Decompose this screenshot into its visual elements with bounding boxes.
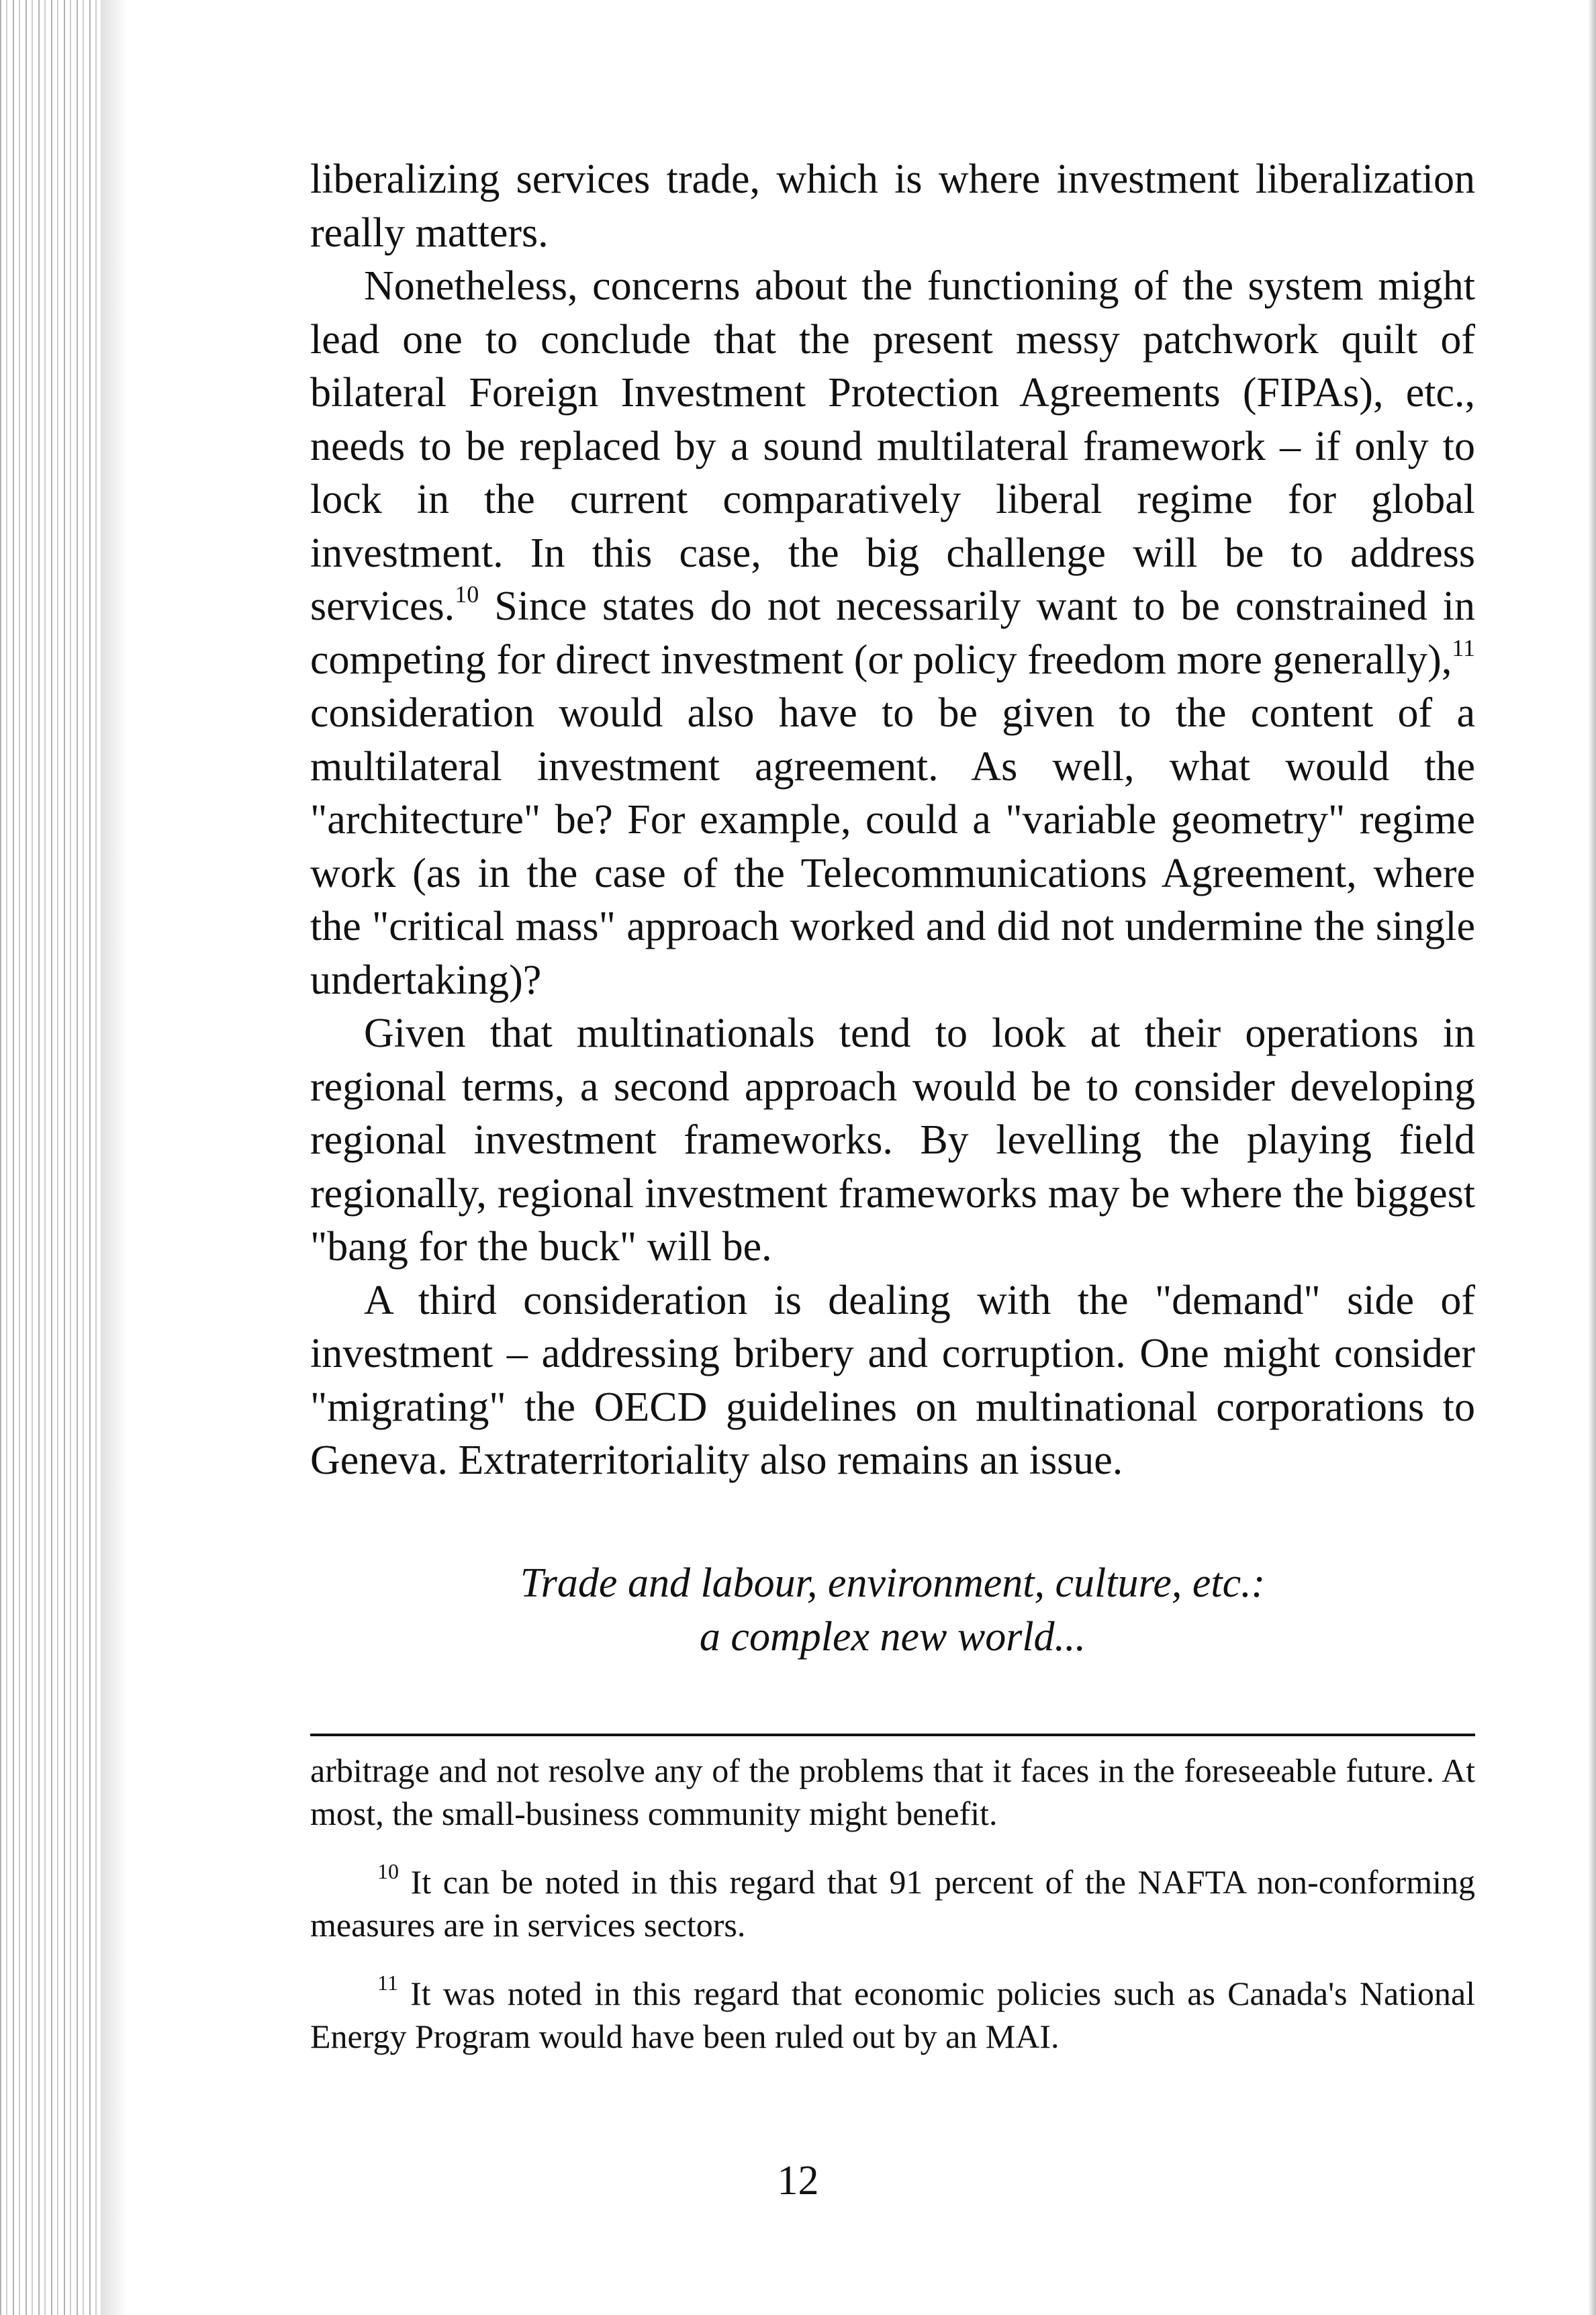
- scan-binding-edge: [0, 0, 101, 2315]
- body-text: [310, 153, 1475, 1488]
- footnote-continuation: arbitrage and not resolve any of the problems that it faces in the foreseeable future. At most, the small-business community might benefit.: [310, 1752, 1475, 1832]
- paragraph-2-text-a: Nonetheless, concerns about the functioning of the system might lead one to conclude that the present messy patchwork quilt of bilateral Foreign Investment Protection Agreements (FIPAs), etc., needs to be replaced by a sound multilateral framework – if only to lock in the current comparatively liberal regime for global investment. In this case, the big challenge will be to address services.: [310, 263, 1475, 629]
- scan-binding-shadow: [101, 0, 128, 2315]
- scan-right-edge: [1588, 0, 1596, 2315]
- section-heading-line-2: a complex new world...: [699, 1614, 1086, 1660]
- footnote-marker-11: 11: [377, 1971, 398, 1995]
- footnote-10-text: It can be noted in this regard that 91 percent of the NAFTA non-conforming measures are in services sectors.: [310, 1863, 1475, 1944]
- footnote-10: [310, 1860, 1475, 1946]
- section-heading-line-1: Trade and labour, environment, culture, etc.:: [520, 1560, 1266, 1606]
- footnote-11-text: It was noted in this regard that economic policies such as Canada's National Energy Program would have been ruled out by an MAI.: [310, 1975, 1475, 2055]
- footnote-ref-10[interactable]: 10: [455, 581, 479, 608]
- paragraph-1-text: liberalizing services trade, which is where investment liberalization really matters.: [310, 156, 1475, 256]
- paragraph-1: [310, 153, 1475, 260]
- footnote-marker-10: 10: [377, 1859, 399, 1883]
- paragraph-4-text: A third consideration is dealing with the "demand" side of investment – addressing bribery and corruption. One might consider "migrating" the OECD guidelines on multinational corporations to Geneva. Extraterritoriality also remains an issue.: [310, 1277, 1475, 1483]
- paragraph-3: [310, 1007, 1475, 1274]
- paragraph-2-text-c: consideration would also have to be given to the content of a multilateral investment agreement. As well, what would the "architecture" be? For example, could a "variable geometry" regime work (as in the case of the Telecommunications Agreement, where the "critical mass" approach worked and did not undermine the single undertaking)?: [310, 690, 1475, 1003]
- paragraph-3-text: Given that multinationals tend to look at their operations in regional terms, a second approach would be to consider developing regional investment frameworks. By levelling the playing field regionally, regional investment frameworks may be where the biggest "bang for the buck" will be.: [310, 1010, 1475, 1270]
- section-heading: [310, 1556, 1475, 1664]
- paragraph-2: [310, 260, 1475, 1007]
- paragraph-2-text-b: Since states do not necessarily want to be constrained in competing for direct investment (or policy freedom more generally),: [310, 583, 1475, 683]
- footnotes: [310, 1749, 1475, 2058]
- page-number: 12: [777, 2158, 819, 2204]
- footnote-ref-11[interactable]: 11: [1452, 634, 1475, 661]
- paragraph-4: [310, 1274, 1475, 1488]
- footnote-divider: [310, 1734, 1475, 1736]
- footnote-11: [310, 1972, 1475, 2058]
